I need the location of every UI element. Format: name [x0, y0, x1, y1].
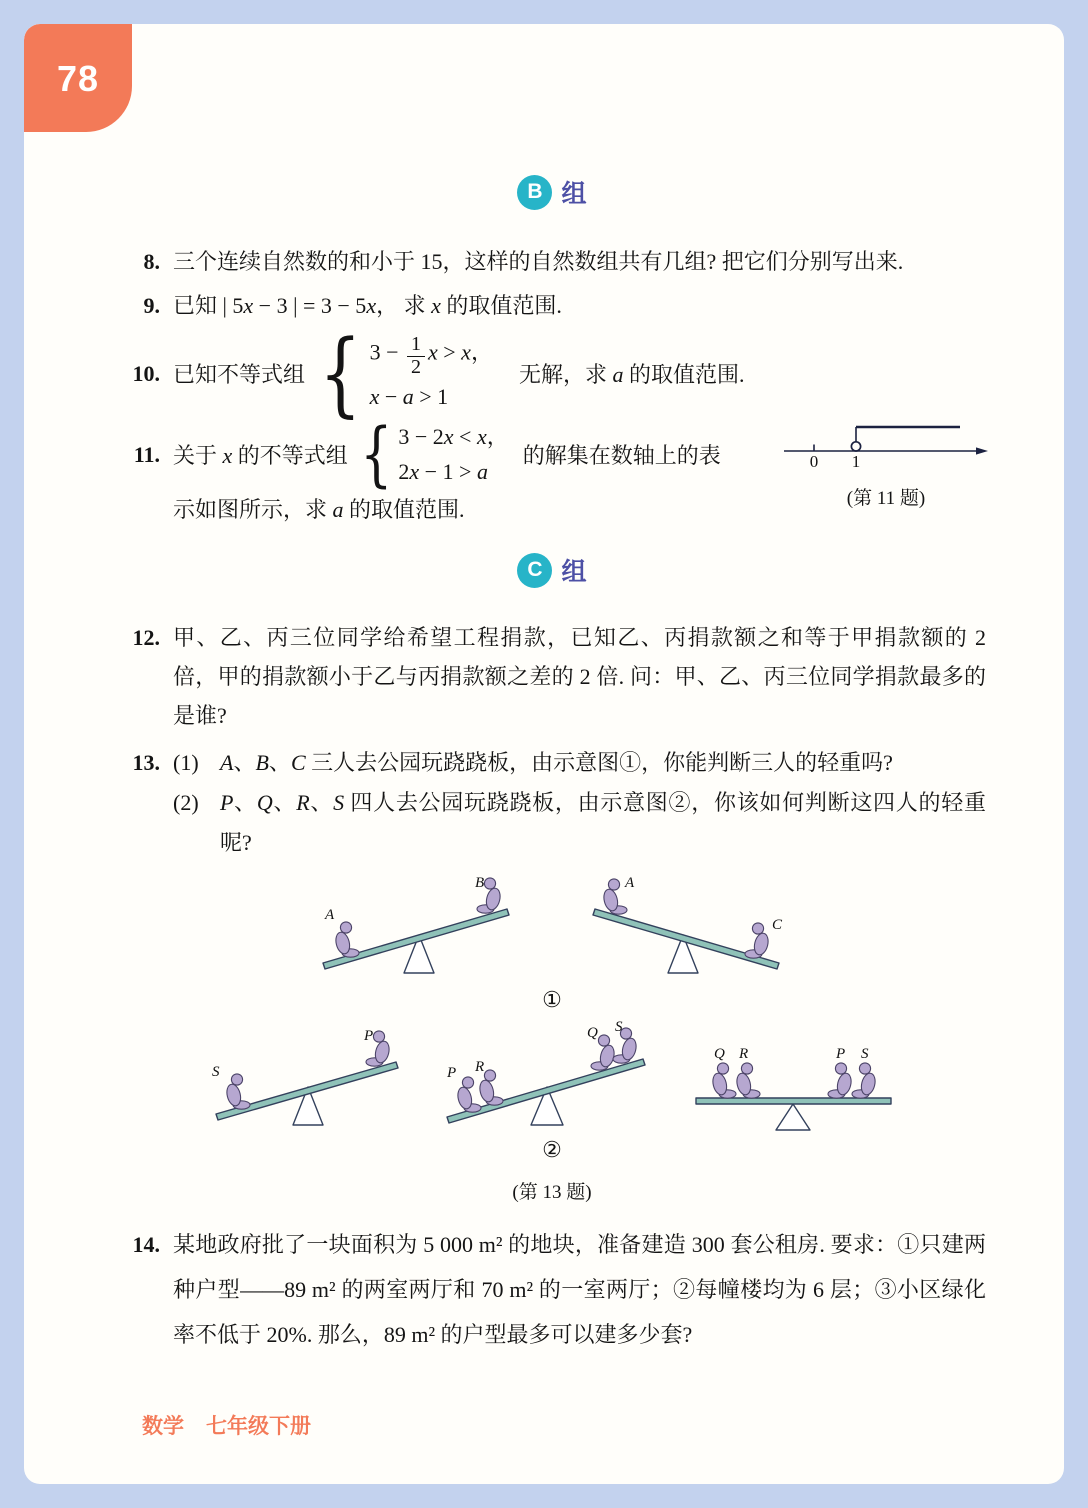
seesaw-3: [204, 1028, 409, 1133]
person-A-icon: [334, 922, 359, 957]
person-R-icon: [477, 1070, 502, 1105]
subfigure-2-label: ②: [542, 1137, 562, 1163]
rider-label-S: S: [211, 1064, 219, 1081]
section-b-label: 组: [561, 180, 587, 208]
person-Q-icon: [710, 1063, 735, 1098]
rider-label-C: C: [772, 917, 783, 934]
system-line-1-suffix: x > x，: [427, 339, 493, 365]
page-content: [24, 174, 1064, 1357]
figure-13-caption: (第 13 题): [512, 1182, 592, 1204]
problem-8-text: 三个连续自然数的和小于 15，这样的自然数组共有几组? 把它们分别写出来.: [173, 249, 904, 274]
seesaw-1: [311, 875, 523, 983]
problem-13-body: [173, 743, 986, 863]
problem-9-number: 9.: [143, 293, 160, 318]
problem-9-text: 已知 | 5x − 3 | = 3 − 5x， 求 x 的取值范围.: [173, 293, 562, 318]
fulcrum-icon: [776, 1104, 810, 1130]
problem-12-number: 12.: [132, 625, 160, 651]
part-2-marker: (2): [173, 790, 199, 816]
inequality-system: [398, 421, 508, 488]
seesaw-row-2: [118, 1021, 986, 1133]
page-footer: [142, 1410, 311, 1440]
tick-label-1: 1: [851, 452, 861, 472]
person-S-icon: [852, 1063, 877, 1098]
section-c-header: [118, 552, 986, 588]
problem-10-tail: 无解，求 a 的取值范围.: [518, 362, 745, 388]
part-1-marker: (1): [173, 750, 199, 776]
problem-13-part-1: [173, 743, 986, 783]
problem-11-tail-1: 的解集在数轴上的表: [522, 443, 721, 469]
problem-11: [118, 412, 986, 528]
seesaw-2: [581, 875, 793, 983]
problem-9: [118, 288, 986, 324]
system-line-2: 2x − 1 > a: [398, 459, 488, 485]
system-line-1: [370, 334, 493, 378]
seesaw-row-1: [118, 875, 986, 983]
seesaw-figure: [118, 875, 986, 1204]
part-1-text: A、B、C 三人去公园玩跷跷板，由示意图①，你能判断三人的轻重吗?: [220, 750, 893, 776]
rider-label-S: S: [860, 1046, 868, 1063]
person-S-icon: [224, 1074, 249, 1109]
problem-10: [118, 319, 986, 427]
rider-label-P: P: [363, 1028, 373, 1045]
problem-11-number: 11.: [133, 441, 160, 467]
number-line-svg: [780, 409, 992, 471]
problem-12-text: 甲、乙、丙三位同学给希望工程捐款，已知乙、丙捐款额之和等于甲捐款额的 2 倍，甲的捐款额小于乙与丙捐款额之差的 2 倍. 问：甲、乙、丙三位同学捐款最多的是谁?: [173, 625, 986, 729]
system-brace: {: [319, 319, 362, 427]
tick-label-0: 0: [809, 452, 819, 472]
rider-label-Q: Q: [586, 1025, 598, 1042]
section-c-label: 组: [561, 558, 587, 587]
footer-grade: 七年级下册: [206, 1415, 311, 1438]
rider-label-A: A: [625, 875, 635, 892]
problem-14-text: 某地政府批了一块面积为 5 000 m² 的地块，准备建造 300 套公租房. 要求：①只建两种户型——89 m² 的两室两厅和 70 m² 的一室两厅；②每幢楼均为 6 层；③小区绿化率不低于 20%. 那么，89 m² 的户型最多可以建多少套?: [173, 1232, 986, 1348]
number-line-figure: [780, 409, 992, 510]
section-c-badge: C: [517, 553, 552, 588]
axis-arrow-icon: [976, 448, 988, 455]
subfigure-1-label: ①: [542, 987, 562, 1013]
person-A-icon: [602, 879, 627, 914]
fraction-one-half: [407, 334, 425, 378]
fraction-denominator: 2: [410, 355, 421, 378]
part-2-text: P、Q、R、S 四人去公园玩跷跷板，由示意图②，你该如何判断这四人的轻重呢?: [220, 790, 986, 856]
problem-13-number: 13.: [132, 750, 160, 776]
problem-14-number: 14.: [132, 1232, 160, 1258]
problem-11-tail-2: 示如图所示，求 a 的取值范围.: [173, 497, 465, 523]
plank: [696, 1098, 891, 1104]
open-circle: [851, 442, 860, 451]
problem-14: [118, 1222, 986, 1357]
person-C-icon: [745, 923, 770, 958]
fraction-numerator: 1: [407, 334, 425, 357]
problem-12: [118, 618, 986, 735]
person-R-icon: [734, 1063, 759, 1098]
rider-label-R: R: [738, 1046, 748, 1063]
system-line-2: x − a > 1: [369, 384, 449, 410]
rider-label-A: A: [325, 907, 335, 924]
person-P-icon: [828, 1063, 853, 1098]
rider-label-S: S: [614, 1021, 622, 1036]
system-brace: {: [360, 412, 393, 495]
seesaw-5: [686, 1038, 901, 1133]
page-number-tab: [24, 24, 132, 132]
problem-8: [118, 244, 986, 280]
rider-label-R: R: [474, 1059, 484, 1076]
section-b-header: [118, 174, 986, 210]
rider-label-P: P: [835, 1046, 845, 1063]
problem-11-lead: 关于 x 的不等式组: [173, 443, 348, 469]
inequality-system: [370, 334, 493, 413]
problem-13: [118, 743, 986, 863]
page-number: 78: [56, 58, 100, 99]
problem-10-number: 10.: [132, 360, 160, 386]
textbook-page: [24, 24, 1064, 1484]
footer-subject: 数学: [142, 1415, 184, 1438]
section-b-badge: B: [517, 175, 552, 210]
person-P-icon: [455, 1077, 480, 1112]
system-line-1-prefix: 3 −: [369, 339, 404, 365]
problem-8-number: 8.: [143, 249, 160, 274]
rider-label-P: P: [446, 1065, 456, 1082]
seesaw-4: [435, 1021, 660, 1133]
rider-label-Q: Q: [713, 1046, 725, 1063]
system-line-1: 3 − 2x < x，: [398, 424, 509, 450]
problem-10-lead: 已知不等式组: [173, 362, 306, 388]
figure-11-caption: (第 11 题): [846, 488, 926, 510]
problem-13-part-2: [173, 783, 986, 863]
rider-label-B: B: [475, 875, 485, 892]
